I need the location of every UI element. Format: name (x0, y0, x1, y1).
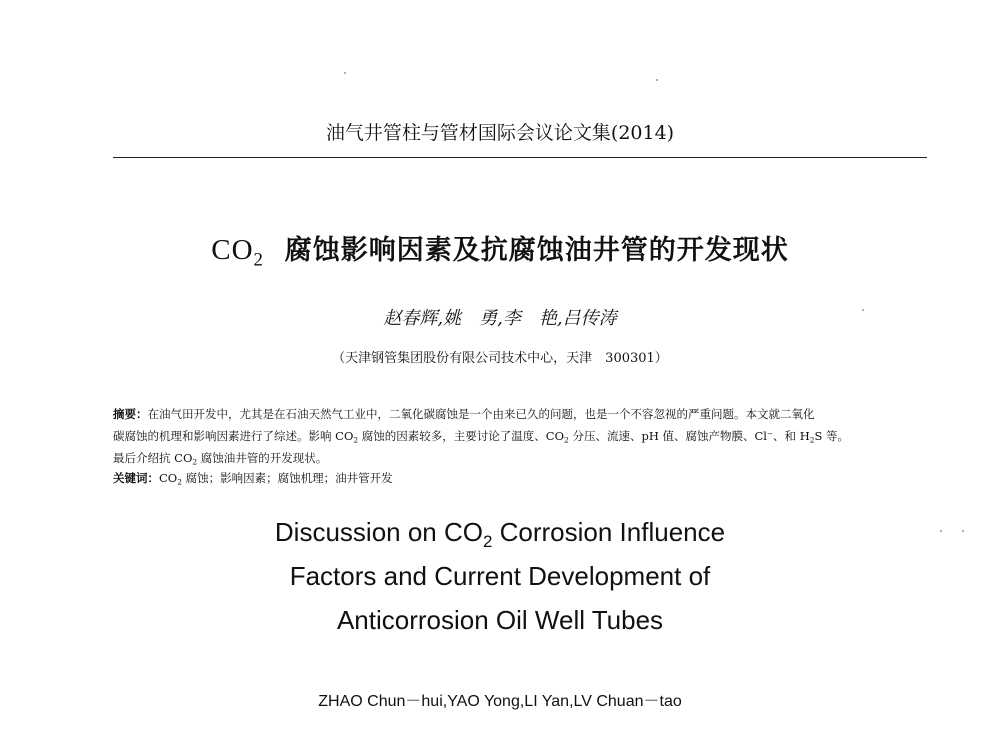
scan-speck (940, 530, 942, 532)
english-title-line-3: Anticorrosion Oil Well Tubes (336, 605, 664, 635)
scan-speck (962, 530, 964, 532)
keywords: 关键词：$CO_2$ 腐蚀；影响因素；腐蚀机理；油井管开发 (113, 471, 393, 487)
title-co2: $CO_2$ (211, 234, 264, 271)
authors: 赵春辉,姚 勇,李 艳,吕传涛 (383, 308, 617, 329)
english-title-line-1: Discussion on $CO_2$ Corrosion Influence (274, 517, 726, 551)
scan-speck (344, 72, 346, 74)
english-title-line-2: Factors and Current Development of (289, 561, 711, 591)
abstract-line-2: 碳腐蚀的机理和影响因素进行了综述。影响 $CO_2$ 腐蚀的因素较多，主要讨论了温度、$CO_2$ 分压、流速、pH 值、腐蚀产物膜、Cl⁻、和 $H_2S$ 等。 (113, 429, 850, 445)
english-title (0, 510, 1000, 642)
english-authors: ZHAO Chun－hui,YAO Yong,LI Yan,LV Chuan－tao (318, 693, 682, 710)
abstract-label: 摘要： (113, 407, 148, 421)
header-rule (113, 157, 927, 158)
abstract (113, 403, 928, 469)
scan-speck (862, 309, 864, 311)
paper-title (0, 228, 1000, 271)
abstract-line-3: 最后介绍抗 $CO_2$ 腐蚀油井管的开发现状。 (113, 451, 328, 467)
title-text: 腐蚀影响因素及抗腐蚀油井管的开发现状 (284, 235, 789, 266)
affiliation: （天津钢管集团股份有限公司技术中心，天津 300301） (332, 351, 668, 366)
proceedings-header: 油气井管柱与管材国际会议论文集(2014) (325, 122, 675, 144)
abstract-line-1: 摘要：在油气田开发中，尤其是在石油天然气工业中，二氧化碳腐蚀是一个由来已久的问题，也是一个不容忽视的严重问题。本文就二氧化 (113, 407, 815, 421)
scan-speck (656, 79, 658, 81)
keywords-label: 关键词： (113, 471, 159, 485)
